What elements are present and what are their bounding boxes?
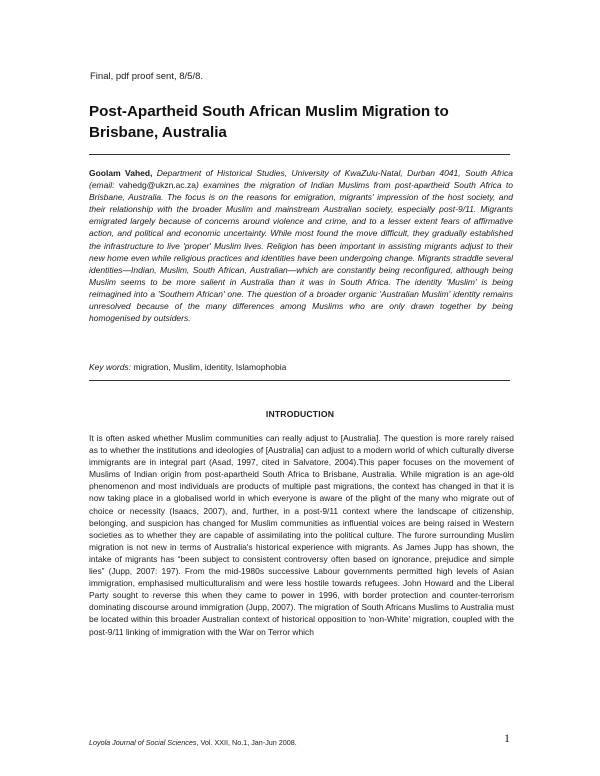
introduction-paragraph: It is often asked whether Muslim communities can really adjust to [Australia]. The question is more rarely raised as to whether the institutions and ideologies of [Australia] can adjust to a modern world of which culturally diverse immigrants are in integral part (Asad, 1997, cited in Salvatore, 2004).This paper focuses on the movement of Muslims of Indian origin from post-apartheid South Africa to Brisbane, Australia. While migration is an age-old phenomenon and most individuals are products of multiple past migrations, the context has changed in that it is now taking place in a globalised world in which everyone is aware of the plight of the many who migrate out of choice or necessity (Isaacs, 2007), and, further, in a post-9/11 context where the landscape of citizenship, belonging, and suspicion has changed for Muslim communities as influential voices are being raised in Western societies as to whether they are capable of assimilating into the political culture. The furore surrounding Muslim migration is not new in terms of Australia's historical experience with migrants. As James Jupp has shown, the intake of migrants has “been subject to consistent controversy often based on ignorance, prejudice and simple lies” (Jupp, 2007: 197). From the mid-1980s successive Labour governments permitted high levels of Asian immigration, emphasised multiculturalism and were less hostile towards refugees. John Howard and the Liberal Party sought to reverse this when they came to power in 1996, with border protection and counter-terrorism dominating discourse around immigration (Jupp, 2007). The migration of South Africans Muslims to Australia must be located within this broader Australian context of historical opposition to 'non-White' migration, coupled with the post-9/11 linking of immigration with the War on Terror which	[89, 433, 514, 637]
top-divider	[89, 154, 510, 155]
keywords	[89, 362, 286, 372]
abstract	[89, 167, 513, 324]
journal-name: Loyola Journal of Social Sciences	[89, 738, 197, 747]
section-heading-introduction: INTRODUCTION	[265, 409, 335, 419]
abstract-text: ) examines the migration of Indian Muslims from post-apartheid South Africa to Brisbane, Australia. The focus is on the reasons for emigration, migrants' impression of the host society, and their relationship with the broader Muslim and mainstream Australian society, especially post-9/11. Migrants emigrated largely because of concerns around violence and crime, and to a lesser extent fears of affirmative action, and political and economic uncertainty. While most found the move difficult, they gradually established the infrastructure to live 'proper' Muslim lives. Religion has been important in assisting migrants adjust to their new home even while religious practices and identities have been undergoing change. Migrants straddle several identities—Indian, Muslim, South African, Australian—which are constantly being reconfigured, although being Muslim seems to be more salient in Australia than it was in South Africa. The identity 'Muslim' is being reimagined into a 'Southern African' one. The question of a broader organic 'Australian Muslim' identity remains unresolved because of the many differences among Muslims who are only drawn together by being homogenised by outsiders.	[89, 180, 513, 324]
keywords-label: Key words:	[89, 362, 132, 372]
journal-issue: , Vol. XXII, No.1, Jan-Jun 2008.	[196, 738, 297, 747]
author-email: vahedg@ukzn.ac.za	[118, 180, 196, 191]
author-affiliation: Department of Historical Studies, University of KwaZulu-Natal, Durban 4041, South Africa (email:	[89, 168, 513, 191]
proof-note: Final, pdf proof sent, 8/5/8.	[90, 71, 204, 82]
bottom-divider	[89, 380, 510, 381]
footer-citation	[89, 738, 297, 747]
article-title: Post-Apartheid South African Muslim Migration to Brisbane, Australia	[89, 103, 449, 141]
keywords-list: migration, Muslim, identity, Islamophobia	[131, 362, 287, 372]
page-number: 1	[504, 731, 510, 745]
author-name: Goolam Vahed,	[89, 168, 153, 178]
